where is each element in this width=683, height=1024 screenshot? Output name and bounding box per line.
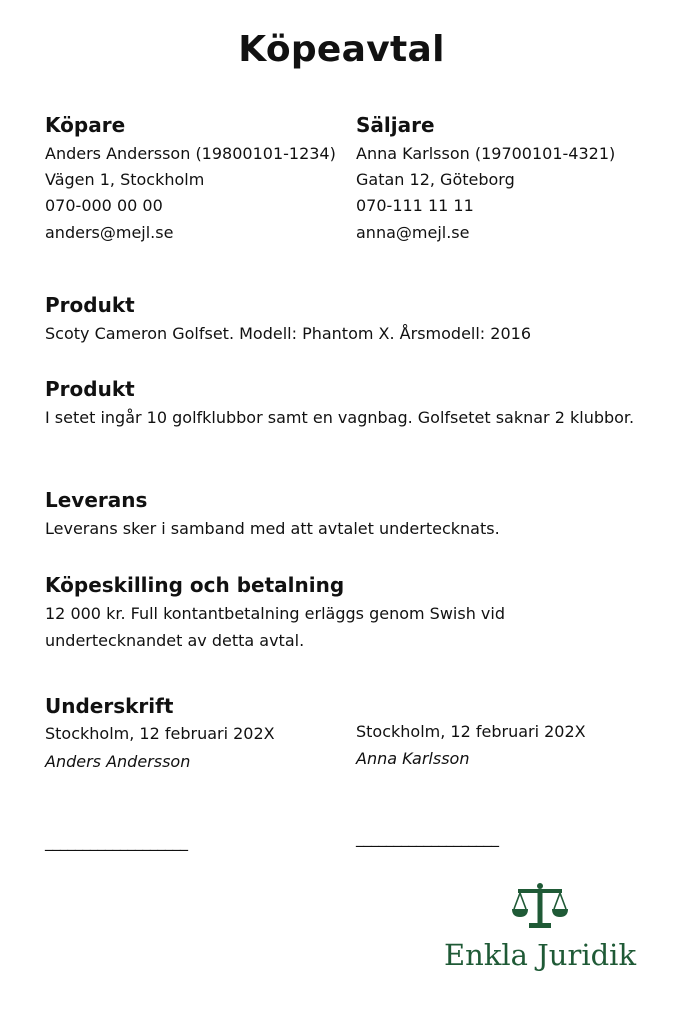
section-heading-product: Produkt — [45, 293, 135, 317]
document-title: Köpeavtal — [238, 29, 445, 70]
seller-signature-line: ___________________ — [356, 828, 499, 847]
company-logo-text: Enkla Juridik — [443, 938, 637, 972]
seller-heading: Säljare — [356, 113, 435, 137]
seller-address: Gatan 12, Göteborg — [356, 170, 515, 189]
section-heading-delivery: Leverans — [45, 488, 148, 512]
seller-email: anna@mejl.se — [356, 223, 470, 242]
seller-name: Anna Karlsson (19700101-4321) — [356, 144, 616, 163]
scales-of-justice-icon — [512, 882, 568, 930]
company-logo — [430, 882, 650, 972]
section-text-delivery: Leverans sker i samband med att avtalet undertecknats. — [45, 519, 500, 538]
buyer-signature-name: Anders Andersson — [45, 752, 191, 771]
section-text-product-details: I setet ingår 10 golfklubbor samt en vagnbag. Golfsetet saknar 2 klubbor. — [45, 408, 635, 427]
section-heading-payment: Köpeskilling och betalning — [45, 573, 345, 597]
signature-heading: Underskrift — [45, 694, 174, 718]
buyer-phone: 070-000 00 00 — [45, 196, 163, 215]
buyer-signature-place-date: Stockholm, 12 februari 202X — [45, 724, 275, 743]
seller-phone: 070-111 11 11 — [356, 196, 474, 215]
buyer-name: Anders Andersson (19800101-1234) — [45, 144, 336, 163]
seller-signature-name: Anna Karlsson — [356, 749, 470, 768]
section-text-payment: 12 000 kr. Full kontantbetalning erläggs genom Swish vid undertecknandet av detta avtal. — [45, 604, 505, 650]
seller-signature-place-date: Stockholm, 12 februari 202X — [356, 722, 586, 741]
buyer-address: Vägen 1, Stockholm — [45, 170, 205, 189]
buyer-email: anders@mejl.se — [45, 223, 174, 242]
buyer-heading: Köpare — [45, 113, 126, 137]
section-heading-product-details: Produkt — [45, 377, 135, 401]
section-text-product: Scoty Cameron Golfset. Modell: Phantom X. Årsmodell: 2016 — [45, 324, 531, 343]
buyer-signature-line: ___________________ — [45, 832, 188, 851]
